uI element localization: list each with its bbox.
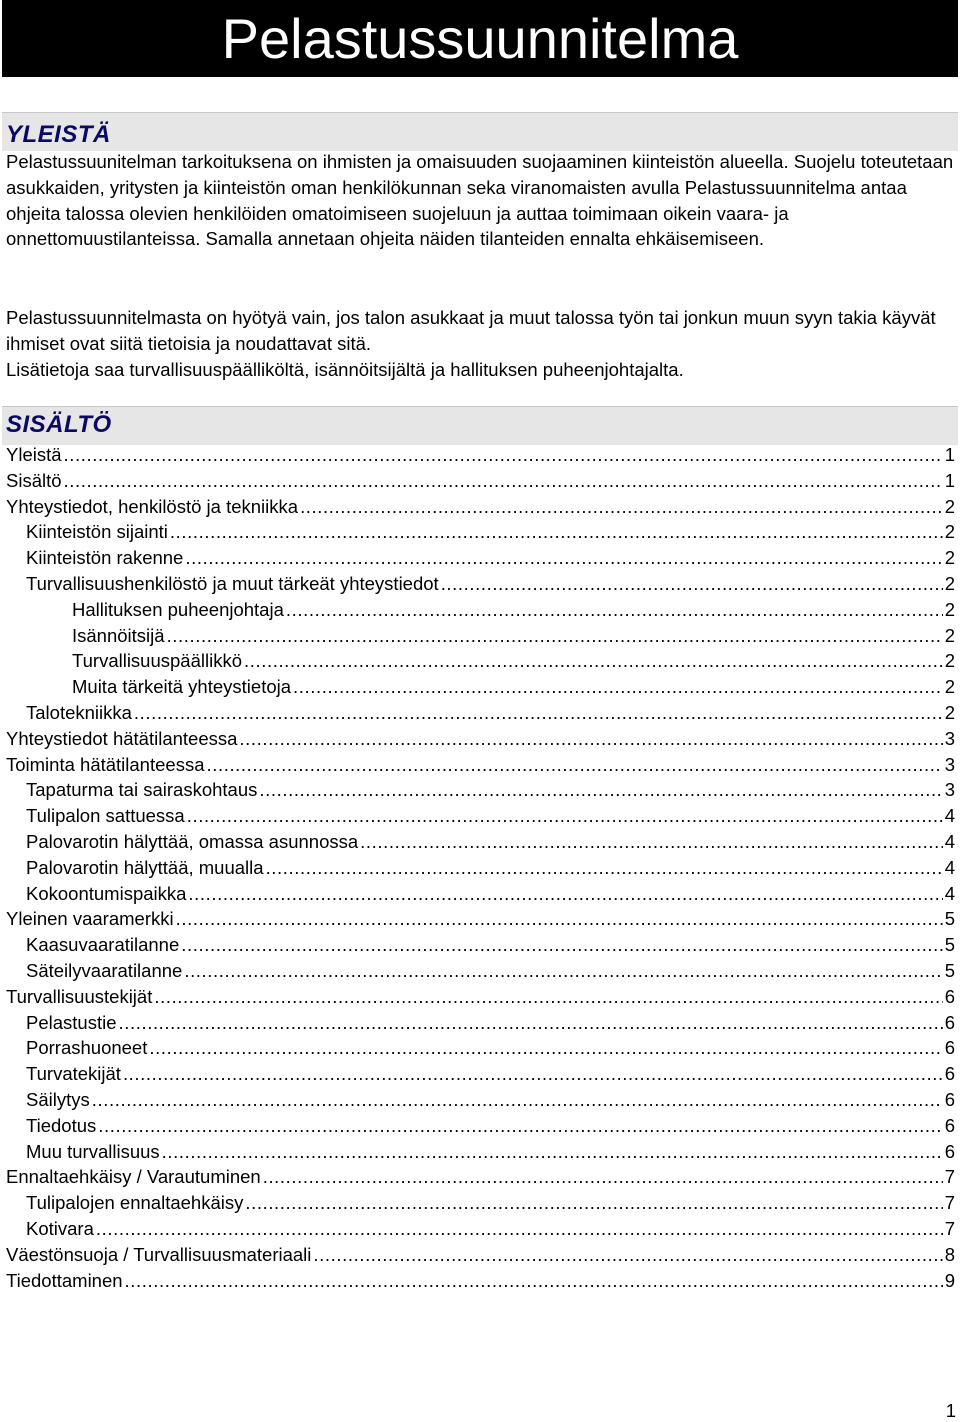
toc-entry-label: Turvallisuuspäällikkö: [72, 650, 242, 672]
toc-dot-leader: [293, 674, 943, 700]
toc-entry-page: 2: [944, 676, 955, 698]
toc-entry-label: Kokoontumispaikka: [26, 882, 187, 904]
toc-entry-page: 2: [944, 598, 955, 620]
toc-entry-label: Kiinteistön sijainti: [26, 521, 168, 543]
toc-entry-page: 2: [944, 572, 955, 594]
toc-entry[interactable]: [6, 1061, 955, 1087]
toc-dot-leader: [167, 623, 943, 649]
toc-entry-page: 6: [944, 1088, 955, 1110]
toc-entry-page: 4: [944, 830, 955, 852]
toc-entry[interactable]: [6, 571, 955, 597]
toc-entry-label: Tiedotus: [26, 1114, 97, 1136]
toc-entry[interactable]: [6, 648, 955, 674]
toc-entry-label: Toiminta hätätilanteessa: [6, 753, 205, 775]
toc-entry-page: 7: [944, 1166, 955, 1188]
toc-entry-label: Säteilyvaaratilanne: [26, 959, 183, 981]
toc-entry-page: 3: [944, 779, 955, 801]
toc-entry[interactable]: [6, 984, 955, 1010]
toc-dot-leader: [119, 1010, 943, 1036]
toc-entry[interactable]: [6, 1087, 955, 1113]
section-title-sisalto: SISÄLTÖ: [6, 411, 112, 438]
toc-dot-leader: [149, 1035, 942, 1061]
toc-entry-label: Muita tärkeitä yhteystietoja: [72, 676, 292, 698]
toc-entry[interactable]: [6, 932, 955, 958]
toc-dot-leader: [206, 752, 942, 778]
intro-paragraph-2-line-1: Pelastussuunnitelmasta on hyötyä vain, jos talon asukkaat ja muut talossa työn tai jonkun muun syyn takia käyvät ihmiset ovat siitä tietoisia ja noudattavat sitä.: [6, 307, 936, 354]
toc-entry-label: Muu turvallisuus: [26, 1140, 160, 1162]
page-title: Pelastussuunnitelma: [221, 6, 739, 70]
toc-dot-leader: [134, 700, 943, 726]
toc-entry-label: Tapaturma tai sairaskohtaus: [26, 779, 258, 801]
toc-entry-label: Palovarotin hälyttää, omassa asunnossa: [26, 830, 359, 852]
toc-dot-leader: [300, 494, 943, 520]
toc-entry-page: 1: [944, 469, 955, 491]
toc-entry[interactable]: [6, 1242, 955, 1268]
toc-entry[interactable]: [6, 906, 955, 932]
toc-dot-leader: [263, 1164, 943, 1190]
toc-entry[interactable]: [6, 1113, 955, 1139]
toc-entry-label: Kaasuvaaratilanne: [26, 934, 180, 956]
toc-entry[interactable]: [6, 545, 955, 571]
toc-entry-label: Yleistä: [6, 444, 62, 465]
toc-entry-page: 4: [944, 882, 955, 904]
toc-entry-page: 3: [944, 753, 955, 775]
toc-entry[interactable]: [6, 752, 955, 778]
toc-entry[interactable]: [6, 1010, 955, 1036]
toc-entry-page: 6: [944, 1037, 955, 1059]
page-number: 1: [945, 1400, 956, 1421]
toc-dot-leader: [92, 1087, 943, 1113]
toc-entry-label: Säilytys: [26, 1088, 90, 1110]
toc-dot-leader: [313, 1242, 942, 1268]
toc-entry-label: Kiinteistön rakenne: [26, 547, 184, 569]
toc-entry-page: 5: [944, 959, 955, 981]
toc-entry[interactable]: [6, 700, 955, 726]
toc-entry-page: 6: [944, 1140, 955, 1162]
toc-dot-leader: [441, 571, 943, 597]
toc-entry[interactable]: [6, 442, 955, 468]
toc-entry-label: Tulipalojen ennaltaehkäisy: [26, 1192, 244, 1214]
toc-entry[interactable]: [6, 1268, 955, 1294]
toc-entry-label: Sisältö: [6, 469, 62, 491]
toc-entry[interactable]: [6, 777, 955, 803]
toc-dot-leader: [245, 1190, 942, 1216]
toc-dot-leader: [239, 726, 942, 752]
toc-dot-leader: [64, 442, 943, 468]
toc-dot-leader: [286, 597, 943, 623]
table-of-contents: [6, 442, 955, 1293]
toc-entry-label: Yleinen vaaramerkki: [6, 908, 174, 930]
section-header-yleista: [2, 112, 958, 151]
toc-entry-label: Talotekniikka: [26, 701, 132, 723]
toc-entry[interactable]: [6, 674, 955, 700]
toc-entry-label: Porrashuoneet: [26, 1037, 148, 1059]
toc-entry[interactable]: [6, 623, 955, 649]
toc-entry-page: 4: [944, 856, 955, 878]
toc-dot-leader: [123, 1061, 943, 1087]
toc-entry-page: 2: [944, 650, 955, 672]
toc-entry-label: Hallituksen puheenjohtaja: [72, 598, 284, 620]
toc-dot-leader: [162, 1139, 943, 1165]
toc-entry-page: 6: [944, 1063, 955, 1085]
toc-dot-leader: [360, 829, 943, 855]
toc-entry-page: 2: [944, 624, 955, 646]
toc-entry[interactable]: [6, 881, 955, 907]
toc-dot-leader: [184, 958, 942, 984]
toc-dot-leader: [181, 932, 942, 958]
intro-paragraph-1: Pelastussuunitelman tarkoituksena on ihmisten ja omaisuuden suojaaminen kiinteistön alueella. Suojelu toteutetaan asukkaiden, yritysten ja kiinteistön oman henkilökunnan seka viranomaisten avulla Pelastussuunnitelma antaa ohjeita talossa olevien henkilöiden omatoimiseen suojeluun ja auttaa toimimaan oikein vaara- ja onnettomuustilanteissa. Samalla annetaan ohjeita näiden tilanteiden ennalta ehkäisemiseen.: [6, 151, 954, 250]
toc-entry[interactable]: [6, 1190, 955, 1216]
toc-dot-leader: [98, 1113, 942, 1139]
toc-entry-label: Isännöitsijä: [72, 624, 165, 646]
toc-entry-label: Palovarotin hälyttää, muualla: [26, 856, 264, 878]
toc-dot-leader: [185, 545, 942, 571]
toc-entry[interactable]: [6, 597, 955, 623]
toc-entry-label: Ennaltaehkäisy / Varautuminen: [6, 1166, 261, 1188]
title-banner: [2, 0, 958, 77]
toc-entry-label: Turvallisuustekijät: [6, 985, 153, 1007]
toc-entry-page: 8: [944, 1243, 955, 1265]
toc-entry-label: Tiedottaminen: [6, 1269, 123, 1291]
intro-paragraph-2-line-2: Lisätietoja saa turvallisuuspäälliköltä, isännöitsijältä ja hallituksen puheenjohtajalta.: [6, 358, 684, 380]
toc-dot-leader: [266, 855, 943, 881]
intro-paragraph-2: [6, 305, 956, 382]
toc-entry[interactable]: [6, 1035, 955, 1061]
toc-entry[interactable]: [6, 958, 955, 984]
toc-entry-label: Tulipalon sattuessa: [26, 805, 185, 827]
toc-entry[interactable]: [6, 1164, 955, 1190]
toc-dot-leader: [154, 984, 942, 1010]
toc-dot-leader: [188, 881, 942, 907]
toc-entry[interactable]: [6, 468, 955, 494]
toc-dot-leader: [170, 519, 943, 545]
toc-entry-label: Yhteystiedot hätätilanteessa: [6, 727, 238, 749]
toc-entry-page: 2: [944, 701, 955, 723]
toc-dot-leader: [244, 648, 943, 674]
toc-entry-label: Yhteystiedot, henkilöstö ja tekniikka: [6, 495, 299, 517]
toc-dot-leader: [176, 906, 943, 932]
toc-entry-label: Kotivara: [26, 1217, 94, 1239]
toc-entry[interactable]: [6, 726, 955, 752]
toc-entry-page: 2: [944, 547, 955, 569]
toc-entry[interactable]: [6, 519, 955, 545]
toc-entry-page: 2: [944, 521, 955, 543]
toc-entry-page: 2: [944, 495, 955, 517]
toc-entry-label: Turvallisuushenkilöstö ja muut tärkeät yhteystiedot: [26, 572, 439, 594]
toc-dot-leader: [259, 777, 942, 803]
toc-entry[interactable]: [6, 494, 955, 520]
toc-entry-page: 3: [944, 727, 955, 749]
section-title-yleista: YLEISTÄ: [6, 121, 111, 148]
toc-entry-page: 6: [944, 1011, 955, 1033]
toc-dot-leader: [96, 1216, 943, 1242]
toc-entry[interactable]: [6, 1139, 955, 1165]
toc-entry[interactable]: [6, 855, 955, 881]
toc-dot-leader: [64, 468, 943, 494]
toc-entry[interactable]: [6, 803, 955, 829]
toc-entry-page: 1: [944, 444, 955, 465]
toc-entry-page: 4: [944, 805, 955, 827]
toc-entry-page: 7: [944, 1217, 955, 1239]
toc-entry[interactable]: [6, 829, 955, 855]
toc-entry-page: 7: [944, 1192, 955, 1214]
section-header-sisalto: [2, 406, 958, 445]
toc-entry-page: 6: [944, 985, 955, 1007]
toc-entry-label: Turvatekijät: [26, 1063, 121, 1085]
toc-entry-page: 5: [944, 908, 955, 930]
toc-entry-page: 9: [944, 1269, 955, 1291]
toc-entry-page: 5: [944, 934, 955, 956]
toc-entry-label: Pelastustie: [26, 1011, 117, 1033]
toc-entry-page: 6: [944, 1114, 955, 1136]
toc-entry-label: Väestönsuoja / Turvallisuusmateriaali: [6, 1243, 312, 1265]
toc-entry[interactable]: [6, 1216, 955, 1242]
toc-dot-leader: [125, 1268, 943, 1294]
toc-dot-leader: [187, 803, 943, 829]
